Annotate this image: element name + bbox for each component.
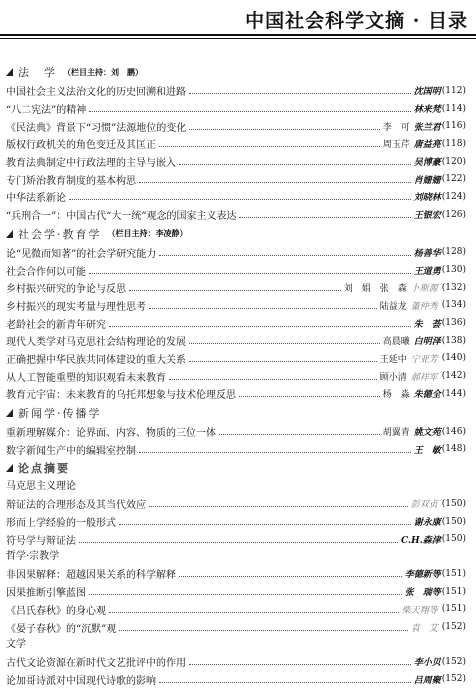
entry-page-number: (148) [441, 444, 466, 455]
entry-author: C.H.森津 [401, 535, 441, 546]
entry-title: 《民法典》背景下“习惯”法源地位的变化 [6, 122, 187, 134]
entry-author: 王道勇 [413, 266, 441, 277]
section-heading [6, 224, 466, 244]
entry-page-number: (132) [441, 282, 466, 293]
toc-entry[interactable] [6, 82, 466, 100]
toc-section [6, 224, 466, 403]
dot-leader [159, 255, 411, 256]
entry-title: 论加哥诗派对中国现代诗歌的影响 [6, 675, 156, 687]
dot-leader [139, 452, 411, 453]
dot-leader [169, 379, 377, 380]
section-heading [6, 458, 466, 478]
dot-leader [179, 576, 402, 577]
entry-title: “八二宪法”的精神 [6, 105, 87, 117]
dot-leader [139, 182, 411, 183]
dot-leader [89, 273, 411, 274]
entry-title: 辩证法的合理形态及其当代效应 [6, 500, 146, 512]
entry-author: 刘晓林 [413, 193, 441, 204]
toc-entry[interactable] [6, 423, 466, 441]
dot-leader [189, 93, 411, 94]
entry-page-number: (152) [441, 622, 466, 633]
entry-page-number: (146) [441, 426, 466, 437]
toc-entry[interactable] [6, 653, 466, 671]
entry-page-number: (150) [441, 534, 466, 545]
entry-page-number: (134) [441, 300, 466, 311]
header-rule-thin [0, 38, 476, 39]
journal-title: 中国社会科学文摘 · 目录 [245, 10, 468, 32]
section-title: 论点摘要 [18, 462, 70, 476]
entry-author: 董仲秀 [410, 301, 438, 312]
toc-entry[interactable] [6, 495, 466, 513]
dot-leader [189, 129, 380, 130]
toc-entry[interactable] [6, 350, 466, 368]
toc-entry[interactable] [6, 440, 466, 458]
entry-author: 吴博豪 [413, 158, 441, 169]
entry-page-number: (114) [441, 103, 466, 114]
toc-entry[interactable] [6, 206, 466, 224]
toc-entry[interactable] [6, 100, 466, 118]
dot-leader [79, 542, 398, 543]
dot-leader [189, 664, 411, 665]
entry-author: 沈国明 [413, 87, 441, 98]
entry-author: 宁亚芳 [410, 354, 438, 365]
toc-entry[interactable] [6, 188, 466, 206]
entry-author: 吕周聚 [413, 675, 441, 686]
entry-author: 唐益亮 [413, 140, 441, 151]
entry-page-number: (151) [441, 586, 466, 597]
toc-entry[interactable] [6, 565, 466, 583]
entry-page-number: (142) [441, 371, 466, 382]
entry-author: 姚文苑 [413, 428, 441, 439]
entry-page-number: (128) [441, 247, 466, 258]
triangle-marker-icon [6, 409, 13, 417]
toc-entry[interactable] [6, 332, 466, 350]
toc-entry[interactable] [6, 244, 466, 262]
entry-title: 重新理解媒介：论界面、内容、物质的三位一体 [6, 428, 216, 440]
dot-leader [89, 594, 402, 595]
entry-author: 陆益龙 [379, 301, 407, 312]
entry-title: 专门矫治教育制度的基本构思 [6, 175, 136, 187]
entry-author: 刘 娟 张 森 [343, 284, 407, 295]
toc-entry[interactable] [6, 279, 466, 297]
entry-title: 形而上学经验的一般形式 [6, 518, 116, 530]
entry-author: 杨 淼 [382, 390, 410, 401]
entry-title: 乡村振兴研究的争论与反思 [6, 284, 126, 296]
entry-author: 郝祥军 [410, 372, 438, 383]
dot-leader [189, 361, 377, 362]
entry-author: 张兰君 [413, 122, 441, 133]
entry-page-number: (118) [441, 138, 466, 149]
toc-entry[interactable] [6, 261, 466, 279]
toc-entry[interactable] [6, 367, 466, 385]
entry-title: “兵刑合一”：中国古代“大一统”观念的国家主义表达 [6, 211, 237, 223]
entry-title: 中国社会主义法治文化的历史回溯和进路 [6, 87, 186, 99]
dot-leader [149, 308, 377, 309]
entry-page-number: (116) [441, 121, 466, 132]
entry-author: 王银宏 [413, 211, 441, 222]
entry-page-number: (144) [441, 388, 466, 399]
section-title: 新闻学·传播学 [18, 406, 102, 420]
dot-leader [159, 682, 411, 683]
entry-author: 胡翼青 [382, 428, 410, 439]
subsection-heading: 文学 [6, 638, 26, 650]
entry-author: 李 可 [382, 122, 410, 133]
entry-author: 顾小清 [379, 372, 407, 383]
section-title: 社会学·教育学 [18, 227, 102, 241]
entry-title: 因果推断引擎蓝图 [6, 588, 86, 600]
dot-leader [129, 290, 341, 291]
toc-entry[interactable] [6, 135, 466, 153]
entry-page-number: (122) [441, 174, 466, 185]
entry-author: 朱 荟 [413, 319, 441, 330]
triangle-marker-icon [6, 230, 13, 238]
entry-author: 高晨曦 [382, 337, 410, 348]
entry-author: 卜斯源 [410, 284, 438, 295]
toc-section [6, 403, 466, 458]
entry-page-number: (136) [441, 318, 466, 329]
entry-author: 张 瑞等 [404, 588, 441, 599]
entry-title: 乡村振兴的现实考量与理性思考 [6, 301, 146, 313]
entry-page-number: (126) [441, 209, 466, 220]
entry-title: 社会合作何以可能 [6, 266, 86, 278]
toc-entry[interactable] [6, 170, 466, 188]
toc-section [6, 62, 466, 224]
dot-leader [219, 434, 380, 435]
section-heading [6, 403, 466, 423]
toc-entry[interactable] [6, 671, 466, 689]
dot-leader [239, 396, 380, 397]
entry-title: 《晏子春秋》的“沉默”观 [6, 623, 117, 635]
entry-page-number: (150) [441, 498, 466, 509]
dot-leader [159, 146, 380, 147]
toc-entry[interactable] [6, 601, 466, 619]
entry-author: 王延中 [379, 354, 407, 365]
entry-author: 肖姗姗 [413, 175, 441, 186]
entry-title: 数字新闻生产中的编辑室控制 [6, 445, 136, 457]
subsection-heading: 马克思主义理论 [6, 481, 76, 493]
dot-leader [119, 630, 408, 631]
toc-section [6, 458, 466, 688]
entry-author: 柴天翔等 [401, 605, 438, 616]
table-of-contents [6, 62, 466, 688]
dot-leader [189, 343, 380, 344]
entry-page-number: (112) [441, 85, 466, 96]
toc-entry[interactable] [6, 297, 466, 315]
entry-page-number: (151) [441, 568, 466, 579]
entry-page-number: (120) [441, 156, 466, 167]
dot-leader [239, 217, 410, 218]
entry-title: 古代文论资源在新时代文艺批评中的作用 [6, 658, 186, 670]
entry-title: 教育元宇宙：未来教育的乌托邦想象与技术伦理反思 [6, 390, 236, 402]
entry-author: 彭双贞 [410, 500, 438, 511]
dot-leader [179, 164, 411, 165]
entry-author: 林来梵 [413, 105, 441, 116]
entry-title: 《吕氏春秋》的身心观 [6, 605, 106, 617]
section-host: （栏目主持：李凌静） [107, 228, 188, 238]
toc-entry[interactable] [6, 513, 466, 531]
section-heading [6, 62, 466, 82]
entry-author: 李德新等 [404, 570, 441, 581]
entry-author: 周玉芹 [382, 140, 410, 151]
triangle-marker-icon [6, 464, 13, 472]
entry-author: 袁 艾 [410, 623, 438, 634]
entry-page-number: (152) [441, 674, 466, 685]
toc-entry[interactable] [6, 153, 466, 171]
header-rule [0, 34, 476, 36]
entry-page-number: (150) [441, 516, 466, 527]
entry-author: 朱德全 [413, 390, 441, 401]
toc-entry[interactable] [6, 117, 466, 135]
toc-entry[interactable] [6, 530, 466, 548]
entry-title: 非因果解释：超越因果关系的科学解释 [6, 570, 176, 582]
entry-page-number: (140) [441, 353, 466, 364]
section-host: （栏目主持：刘 鹏） [63, 66, 143, 77]
entry-title: 中华法系新论 [6, 193, 66, 205]
entry-title: 正确把握中华民族共同体建设的重大关系 [6, 354, 186, 366]
toc-entry[interactable] [6, 618, 466, 636]
entry-author: 谢永康 [413, 518, 441, 529]
entry-author: 李小贝 [413, 658, 441, 669]
entry-page-number: (138) [441, 335, 466, 346]
dot-leader [109, 326, 411, 327]
entry-author: 杨善华 [413, 248, 441, 259]
page-header [0, 0, 476, 36]
entry-page-number: (124) [441, 191, 466, 202]
dot-leader [149, 506, 408, 507]
subsection-heading: 哲学·宗教学 [6, 551, 60, 563]
entry-title: 老龄社会的新青年研究 [6, 319, 106, 331]
toc-entry[interactable] [6, 385, 466, 403]
entry-page-number: (152) [441, 656, 466, 667]
entry-title: 现代人类学对马克思社会结构理论的发展 [6, 337, 186, 349]
entry-author: 白明泽 [413, 337, 441, 348]
entry-title: 版权行政机关的角色变迁及其匡正 [6, 140, 156, 152]
entry-title: 论“见微而知著”的社会学研究能力 [6, 248, 157, 260]
entry-title: 从人工智能重塑的知识观看未来教育 [6, 372, 166, 384]
dot-leader [69, 199, 411, 200]
dot-leader [119, 524, 411, 525]
toc-entry[interactable] [6, 583, 466, 601]
entry-title: 符号学与辩证法 [6, 535, 76, 547]
section-title: 法 学 [18, 66, 57, 79]
dot-leader [89, 111, 411, 112]
entry-page-number: (151) [441, 604, 466, 615]
entry-page-number: (130) [441, 265, 466, 276]
entry-author: 王 敏 [413, 445, 441, 456]
triangle-marker-icon [6, 68, 13, 76]
dot-leader [109, 612, 399, 613]
entry-title: 教育法典制定中行政法理的主导与嵌入 [6, 158, 176, 170]
toc-entry[interactable] [6, 314, 466, 332]
